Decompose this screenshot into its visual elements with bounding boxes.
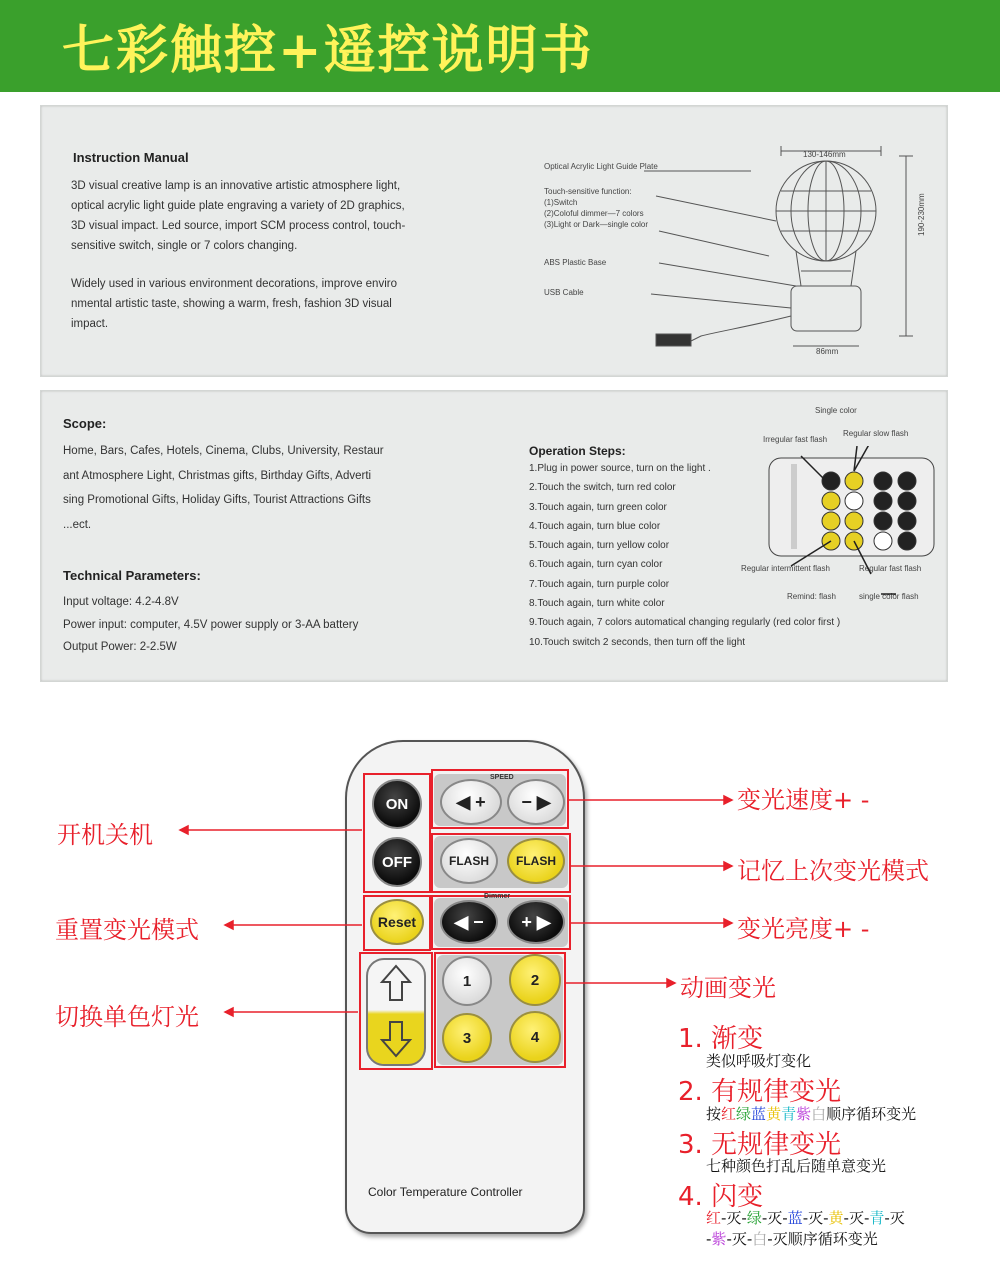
text-segment: 红 bbox=[706, 1209, 722, 1227]
text-line: Output Power: 2-2.5W bbox=[63, 641, 177, 653]
speed-down-icon: − ▶ bbox=[521, 791, 551, 812]
off-button[interactable]: OFF bbox=[372, 837, 422, 887]
label-irregular-flash: Irregular fast flash bbox=[763, 435, 828, 444]
text-line: Home, Bars, Cafes, Hotels, Cinema, Clubs, University, Restaur bbox=[63, 445, 384, 457]
text-line: (3)Light or Dark—single color bbox=[544, 220, 649, 229]
label-regular-slow: Regular slow flash bbox=[843, 429, 909, 438]
label-speed: 变光速度+ - bbox=[737, 786, 870, 814]
text-segment: 黄 bbox=[828, 1209, 844, 1227]
label-regular-fast: Regular fast flash bbox=[859, 564, 922, 573]
text-segment: 紫 bbox=[796, 1105, 812, 1123]
label-reset: 重置变光模式 bbox=[55, 916, 199, 944]
mode-4-line-2 bbox=[706, 1228, 878, 1249]
list-item: 9.Touch again, 7 colors automatical changing regularly (red color first ) bbox=[529, 617, 841, 629]
text-segment: 绿 bbox=[736, 1105, 752, 1123]
text-line: Input voltage: 4.2-4.8V bbox=[63, 596, 179, 608]
speed-up-icon: ◀ + bbox=[456, 791, 486, 812]
mode-3-button[interactable]: 3 bbox=[442, 1013, 492, 1063]
dimmer-up-icon: + ▶ bbox=[521, 911, 551, 932]
mode-2-button[interactable]: 2 bbox=[509, 954, 561, 1006]
label-memory: 记忆上次变光模式 bbox=[737, 857, 929, 885]
label-remind-2: single color flash bbox=[859, 592, 919, 601]
mode-1-desc: 类似呼吸灯变化 bbox=[706, 1052, 812, 1070]
list-item: 8.Touch again, turn white color bbox=[529, 598, 665, 610]
list-item: 2.Touch the switch, turn red color bbox=[529, 482, 676, 494]
text-segment: 红 bbox=[721, 1105, 737, 1123]
dimmer-label: Dimmer bbox=[484, 893, 511, 900]
text-line: (1)Switch bbox=[544, 198, 578, 207]
diagram-label-plate: Optical Acrylic Light Guide Plate bbox=[544, 162, 658, 171]
list-item: 6.Touch again, turn cyan color bbox=[529, 559, 663, 571]
text-segment: 按 bbox=[706, 1105, 722, 1123]
flash-memory-button[interactable]: FLASH bbox=[507, 838, 565, 884]
text-segment: -灭- bbox=[721, 1209, 747, 1227]
text-line: 3D visual impact. Led source, import SCM process control, touch- bbox=[71, 220, 406, 232]
diagram-width-top: 130-146mm bbox=[803, 150, 846, 159]
text-segment: -灭 bbox=[884, 1209, 905, 1227]
text-segment: 绿 bbox=[746, 1209, 762, 1227]
list-item: 1.Plug in power source, turn on the light . bbox=[529, 463, 711, 474]
text-segment: 黄 bbox=[766, 1105, 782, 1123]
text-segment: - bbox=[706, 1230, 712, 1248]
mode-1-button[interactable]: 1 bbox=[442, 956, 492, 1006]
text-segment: -灭- bbox=[802, 1209, 829, 1227]
label-brightness: 变光亮度+ - bbox=[737, 915, 870, 943]
text-segment: -灭- bbox=[843, 1209, 870, 1227]
label-regular-intermittent: Regular intermittent flash bbox=[741, 564, 830, 573]
label-single-color: 切换单色灯光 bbox=[55, 1003, 199, 1031]
label-animation: 动画变光 bbox=[680, 974, 776, 1002]
list-item: 10.Touch switch 2 seconds, then turn off the light bbox=[529, 636, 746, 648]
list-item: 5.Touch again, turn yellow color bbox=[529, 540, 670, 552]
text-line: sensitive switch, single or 7 colors changing. bbox=[71, 240, 298, 252]
diagram-height: 190-230mm bbox=[917, 193, 926, 236]
text-segment: -灭- bbox=[761, 1209, 788, 1227]
diagram-label-base: ABS Plastic Base bbox=[544, 258, 607, 267]
tech-heading: Technical Parameters: bbox=[63, 568, 201, 583]
list-item: 4.Touch again, turn blue color bbox=[529, 520, 661, 532]
text-line: (2)Coloful dimmer—7 colors bbox=[544, 209, 644, 218]
text-segment: 白 bbox=[752, 1230, 768, 1248]
mode-4-button[interactable]: 4 bbox=[509, 1011, 561, 1063]
mode-2-title: 2. 有规律变光 bbox=[678, 1077, 842, 1107]
text-segment: 紫 bbox=[711, 1230, 727, 1248]
text-segment: 青 bbox=[781, 1105, 797, 1123]
scope-heading: Scope: bbox=[63, 416, 107, 431]
mode-1-title: 1. 渐变 bbox=[678, 1024, 764, 1054]
mode-3-desc: 七种颜色打乱后随单意变光 bbox=[706, 1157, 887, 1175]
mode-3-title: 3. 无规律变光 bbox=[678, 1130, 842, 1160]
text-segment: 青 bbox=[869, 1209, 885, 1227]
reset-button[interactable]: Reset bbox=[370, 899, 424, 945]
label-remind: Remind: flash bbox=[787, 592, 836, 601]
text-line: sing Promotional Gifts, Holiday Gifts, Tourist Attractions Gifts bbox=[63, 494, 371, 506]
text-segment: 顺序循环变光 bbox=[826, 1105, 917, 1123]
text-line: ...ect. bbox=[63, 518, 92, 531]
text-segment: 蓝 bbox=[751, 1105, 767, 1123]
text-segment: -灭- bbox=[726, 1230, 753, 1248]
list-item: 3.Touch again, turn green color bbox=[529, 501, 667, 513]
text-line: Touch-sensitive function: bbox=[544, 187, 632, 196]
mode-2-desc bbox=[706, 1103, 916, 1124]
ops-heading: Operation Steps: bbox=[529, 444, 626, 458]
dimmer-down-icon: ◀ − bbox=[454, 911, 484, 932]
text-line: 3D visual creative lamp is an innovative artistic atmosphere light, bbox=[71, 180, 401, 192]
flash-button[interactable]: FLASH bbox=[440, 838, 498, 884]
remote-footer-label: Color Temperature Controller bbox=[368, 1185, 523, 1199]
list-item: 7.Touch again, turn purple color bbox=[529, 578, 670, 590]
text-line: Power input: computer, 4.5V power supply or 3-AA battery bbox=[63, 618, 359, 631]
diagram-label-usb: USB Cable bbox=[544, 288, 584, 297]
mode-4-title: 4. 闪变 bbox=[678, 1182, 764, 1212]
text-line: impact. bbox=[71, 318, 109, 330]
text-line: ant Atmosphere Light, Christmas gifts, Birthday Gifts, Adverti bbox=[63, 469, 372, 482]
label-power: 开机关机 bbox=[57, 821, 153, 849]
mode-4-line-1 bbox=[706, 1207, 905, 1228]
speed-label: SPEED bbox=[490, 774, 514, 781]
diagram-width-base: 86mm bbox=[816, 347, 839, 356]
text-line: nmental artistic taste, showing a warm, fresh, fashion 3D visual bbox=[71, 298, 392, 310]
text-segment: 白 bbox=[811, 1105, 827, 1123]
on-button[interactable]: ON bbox=[372, 779, 422, 829]
text-segment: -灭顺序循环变光 bbox=[767, 1230, 878, 1248]
page-title: 七彩触控+遥控说明书 bbox=[62, 21, 594, 81]
label-single-color: Single color bbox=[815, 406, 857, 415]
manual-heading: Instruction Manual bbox=[73, 150, 189, 165]
text-segment: 蓝 bbox=[787, 1209, 803, 1227]
text-line: Widely used in various environment decorations, improve enviro bbox=[71, 278, 397, 290]
text-line: optical acrylic light guide plate engraving a variety of 2D graphics, bbox=[71, 200, 405, 212]
